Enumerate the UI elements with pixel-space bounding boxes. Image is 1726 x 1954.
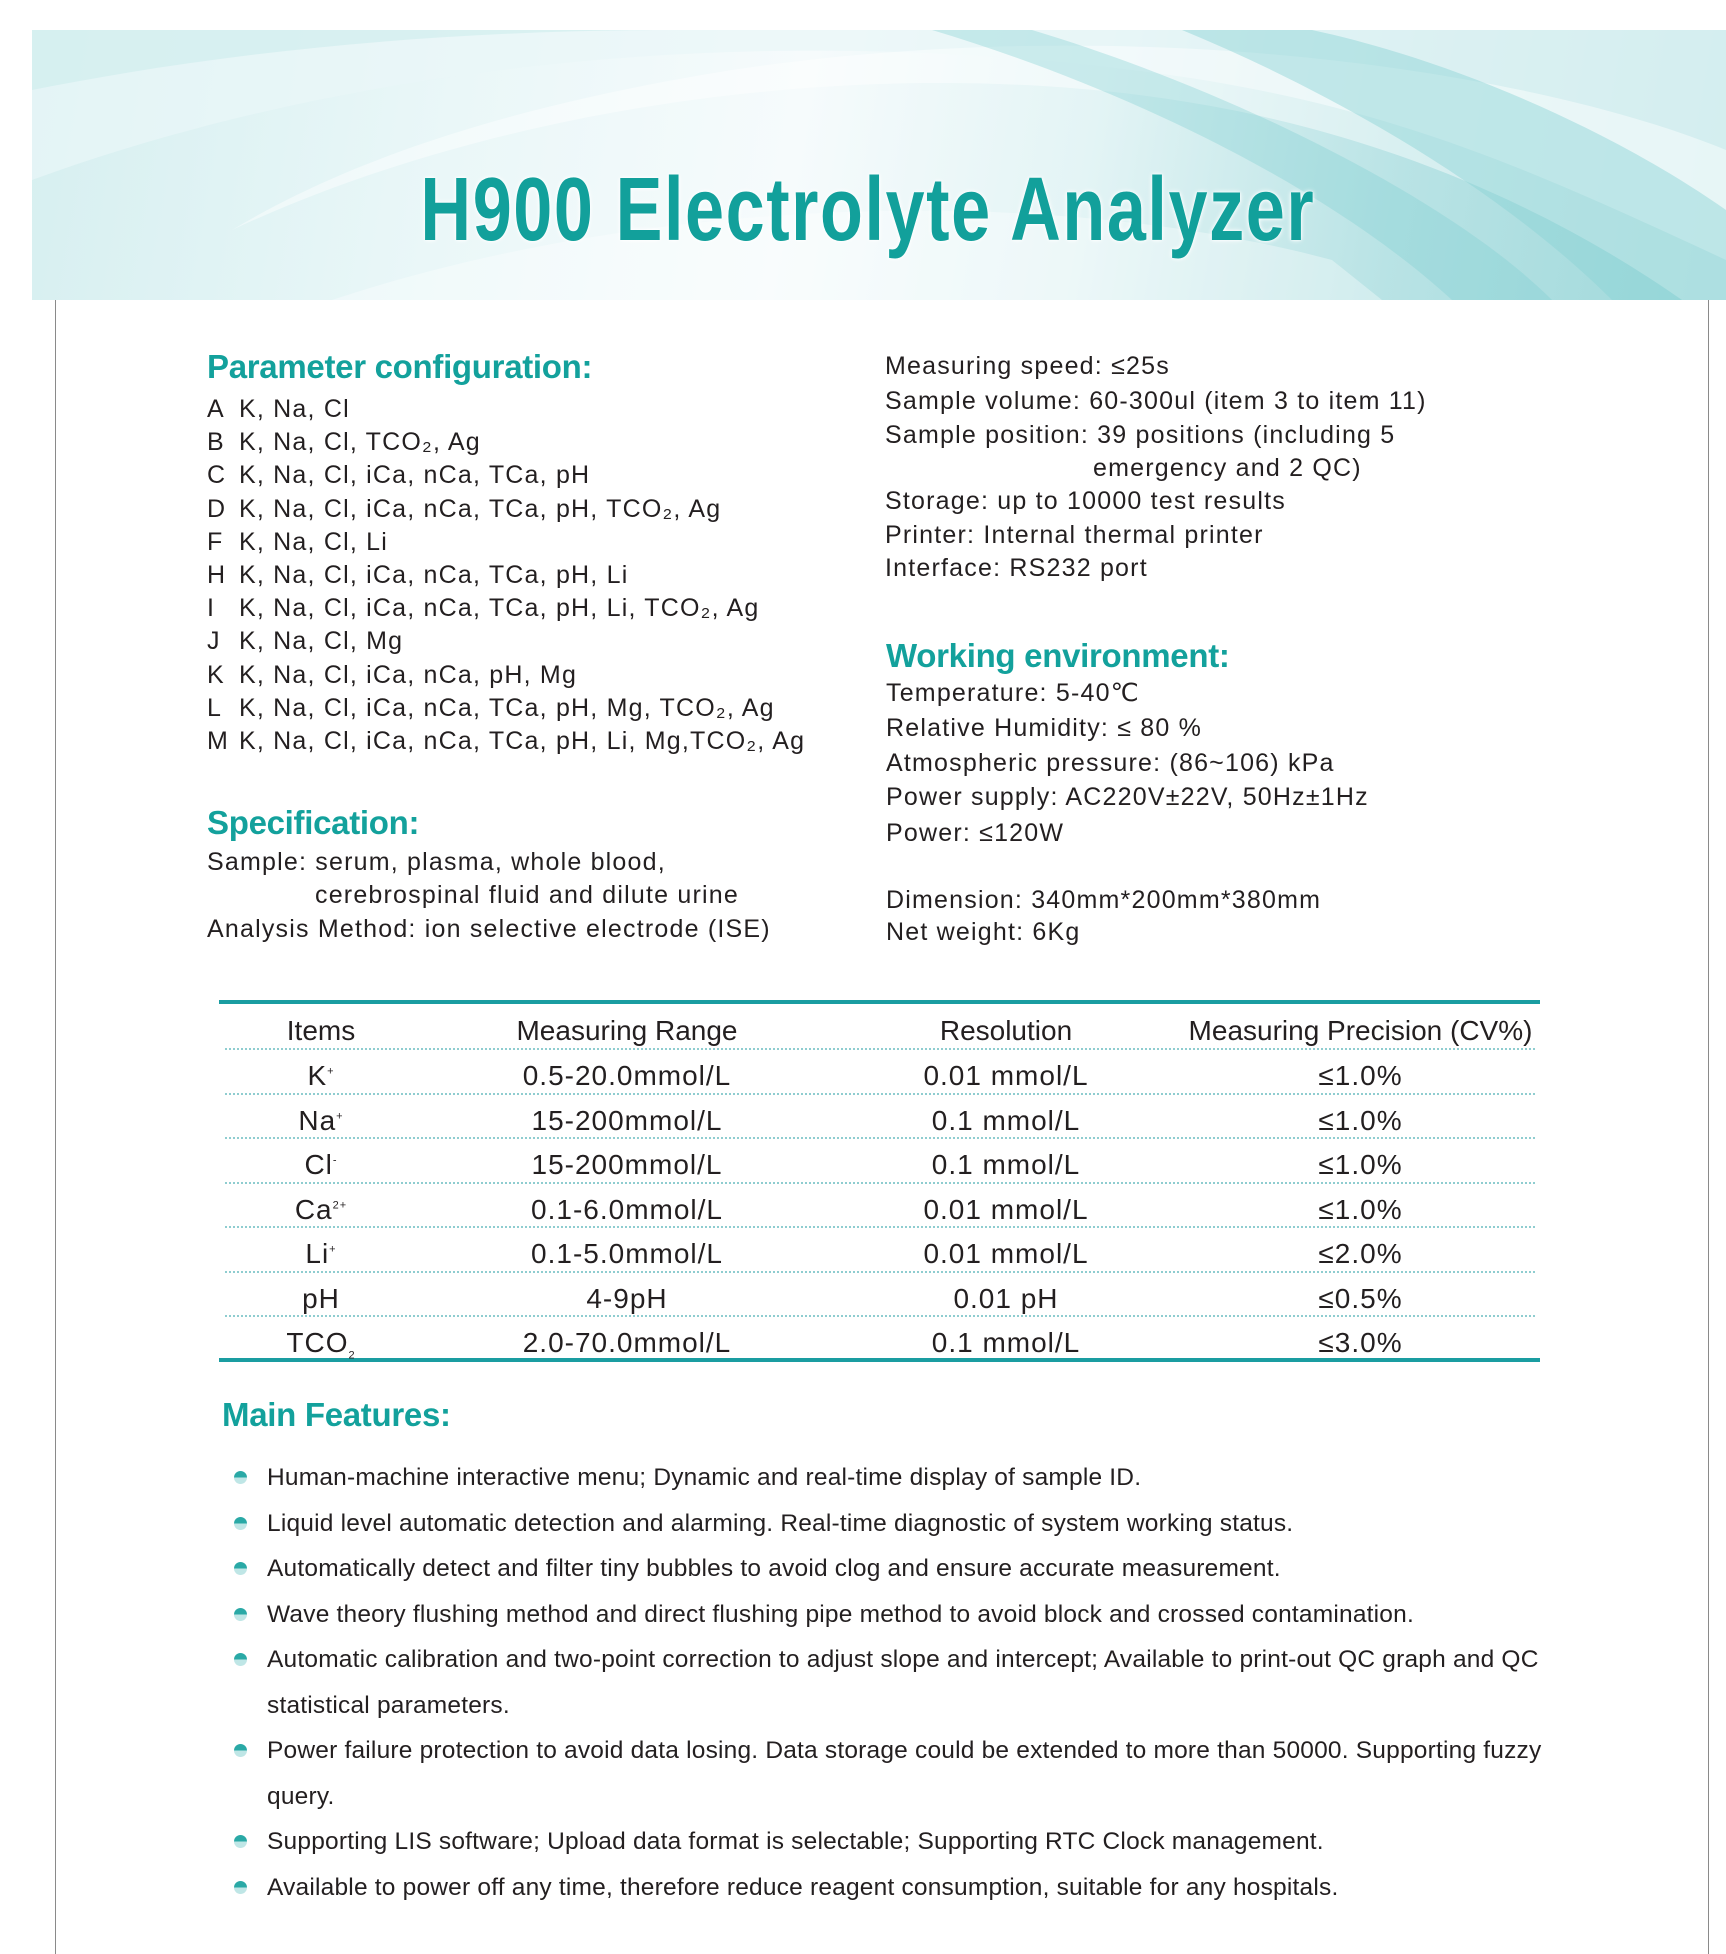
sample-label: Sample:	[207, 848, 308, 876]
resolution-cell: 0.1 mmol/L	[931, 1149, 1081, 1180]
precision-cell: ≤1.0%	[1318, 1060, 1403, 1091]
parameter-config-code: H	[207, 560, 227, 589]
page-title: H900 Electrolyte Analyzer	[420, 160, 1316, 260]
parameter-config-text: K, Na, Cl	[239, 395, 350, 423]
header-resolution: Resolution	[939, 1015, 1073, 1046]
parameter-config-code: K	[207, 660, 225, 689]
sample-volume: Sample volume: 60-300ul (item 3 to item 11)	[885, 387, 1427, 415]
table-row	[219, 1232, 1540, 1276]
feature-text: Automatic calibration and two-point correction to adjust slope and intercept; Available to print-out QC graph and QC statistical parameters.	[267, 1646, 1539, 1719]
item-symbol: TCO	[286, 1327, 349, 1358]
range-cell: 4-9pH	[586, 1283, 668, 1314]
feature-text: Human-machine interactive menu; Dynamic and real-time display of sample ID.	[267, 1464, 1142, 1491]
item-cell	[219, 1277, 423, 1321]
parameter-configuration-heading: Parameter configuration:	[207, 348, 593, 385]
resolution-cell: 0.1 mmol/L	[931, 1105, 1081, 1136]
precision-cell: ≤2.0%	[1318, 1238, 1403, 1269]
item-subscript: 2	[348, 1349, 356, 1362]
range-cell: 0.5-20.0mmol/L	[522, 1060, 732, 1091]
interface: Interface: RS232 port	[885, 554, 1148, 582]
item-cell	[219, 1188, 423, 1232]
range-cell: 0.1-5.0mmol/L	[531, 1238, 723, 1269]
item-charge: 2+	[332, 1199, 348, 1212]
bullet-icon	[234, 1562, 247, 1575]
parameter-config-code: I	[207, 594, 216, 623]
power: Power: ≤120W	[886, 819, 1065, 847]
table-top-rule	[219, 1000, 1540, 1004]
resolution-cell: 0.01 mmol/L	[923, 1194, 1089, 1225]
printer: Printer: Internal thermal printer	[885, 521, 1264, 549]
item-cell	[219, 1321, 423, 1365]
item-symbol: Na	[298, 1105, 337, 1136]
parameter-config-code: M	[207, 726, 230, 755]
precision-cell: ≤0.5%	[1318, 1283, 1403, 1314]
sample-line	[207, 848, 771, 881]
bullet-icon	[234, 1744, 247, 1757]
item-cell	[219, 1143, 423, 1187]
table-row	[219, 1143, 1540, 1187]
parameter-config-code: J	[207, 627, 221, 656]
feature-item	[234, 1546, 1554, 1592]
parameter-config-item	[207, 393, 805, 426]
dimension: Dimension: 340mm*200mm*380mm	[886, 886, 1322, 914]
range-cell: 15-200mmol/L	[531, 1149, 723, 1180]
sample-line-2: cerebrospinal fluid and dilute urine	[315, 881, 739, 909]
range-cell: 0.1-6.0mmol/L	[531, 1194, 723, 1225]
item-symbol: Li	[305, 1238, 330, 1269]
range-cell: 15-200mmol/L	[531, 1105, 723, 1136]
parameter-config-item	[207, 659, 805, 692]
parameter-config-code: B	[207, 428, 225, 457]
item-cell	[219, 1232, 423, 1276]
precision-cell: ≤1.0%	[1318, 1194, 1403, 1225]
main-features-heading: Main Features:	[222, 1396, 451, 1433]
feature-text: Liquid level automatic detection and alarming. Real-time diagnostic of system working status.	[267, 1509, 1294, 1537]
parameter-config-text: K, Na, Cl, iCa, nCa, pH, Mg	[239, 660, 578, 689]
analysis-method: Analysis Method: ion selective electrode (ISE)	[207, 915, 771, 943]
parameter-config-item	[207, 625, 805, 658]
parameter-config-item	[207, 559, 805, 592]
net-weight: Net weight: 6Kg	[886, 918, 1081, 946]
pressure: Atmospheric pressure: (86~106) kPa	[886, 749, 1335, 777]
sample-position-cont: emergency and 2 QC)	[1093, 454, 1362, 482]
parameter-config-text: K, Na, Cl, iCa, nCa, TCa, pH, Li, TCO₂, Ag	[239, 594, 760, 623]
parameter-config-code: A	[207, 395, 225, 423]
table-row	[219, 1099, 1540, 1143]
measuring-speed: Measuring speed: ≤25s	[885, 352, 1170, 380]
temperature: Temperature: 5-40℃	[886, 679, 1140, 707]
bullet-icon	[234, 1835, 247, 1848]
item-charge: -	[332, 1154, 338, 1167]
specs-right-block	[885, 352, 1427, 587]
item-cell	[219, 1099, 423, 1143]
bullet-icon	[234, 1881, 247, 1894]
working-environment-block	[886, 678, 1369, 950]
feature-text: Power failure protection to avoid data losing. Data storage could be extended to more than 50000. Supporting fuzzy query.	[267, 1737, 1542, 1810]
main-features-list	[234, 1455, 1554, 1910]
item-symbol: Ca	[294, 1194, 333, 1225]
parameter-config-text: K, Na, Cl, iCa, nCa, TCa, pH, Mg, TCO₂, Ag	[239, 693, 775, 722]
feature-text: Automatically detect and filter tiny bubbles to avoid clog and ensure accurate measurement.	[267, 1555, 1281, 1582]
item-symbol: pH	[302, 1283, 340, 1314]
precision-cell: ≤3.0%	[1318, 1327, 1403, 1358]
sample-position: Sample position: 39 positions (including 5	[885, 421, 1396, 449]
parameter-config-item	[207, 725, 805, 758]
item-symbol: K	[307, 1060, 328, 1091]
specification-block	[207, 848, 771, 949]
bullet-icon	[234, 1608, 247, 1621]
feature-item	[234, 1819, 1554, 1865]
item-charge: +	[329, 1243, 337, 1256]
parameter-config-code: D	[207, 494, 227, 523]
parameter-config-code: L	[207, 693, 223, 722]
parameter-config-text: K, Na, Cl, TCO₂, Ag	[239, 428, 481, 457]
feature-item	[234, 1865, 1554, 1911]
header-precision: Measuring Precision (CV%)	[1188, 1015, 1533, 1046]
parameter-config-item	[207, 426, 805, 459]
feature-item	[234, 1728, 1554, 1819]
table-row	[219, 1054, 1540, 1098]
precision-cell: ≤1.0%	[1318, 1105, 1403, 1136]
feature-text: Wave theory flushing method and direct flushing pipe method to avoid block and crossed contamination.	[267, 1600, 1414, 1628]
feature-item	[234, 1455, 1554, 1501]
parameter-config-item	[207, 692, 805, 725]
table-header-row	[219, 1009, 1540, 1053]
storage: Storage: up to 10000 test results	[885, 487, 1286, 515]
parameter-config-code: C	[207, 461, 227, 490]
parameter-config-text: K, Na, Cl, iCa, nCa, TCa, pH, Li	[239, 560, 629, 589]
table-row-divider	[225, 1048, 1535, 1050]
parameter-config-text: K, Na, Cl, iCa, nCa, TCa, pH, TCO₂, Ag	[239, 494, 722, 523]
bullet-icon	[234, 1517, 247, 1530]
item-charge: +	[327, 1065, 335, 1078]
bullet-icon	[234, 1471, 247, 1484]
feature-text: Supporting LIS software; Upload data format is selectable; Supporting RTC Clock management.	[267, 1828, 1324, 1855]
parameter-config-item	[207, 459, 805, 492]
resolution-cell: 0.01 pH	[953, 1283, 1059, 1314]
resolution-cell: 0.01 mmol/L	[923, 1060, 1089, 1091]
parameter-config-text: K, Na, Cl, Li	[239, 527, 388, 556]
precision-cell: ≤1.0%	[1318, 1149, 1403, 1180]
header-items: Items	[286, 1015, 356, 1046]
humidity: Relative Humidity: ≤ 80 %	[886, 714, 1203, 742]
feature-item	[234, 1592, 1554, 1638]
item-symbol: Cl	[304, 1149, 333, 1180]
header-measuring-range: Measuring Range	[516, 1015, 738, 1046]
parameter-config-item	[207, 493, 805, 526]
feature-item	[234, 1501, 1554, 1547]
table-row	[219, 1277, 1540, 1321]
parameter-config-text: K, Na, Cl, Mg	[239, 627, 404, 656]
parameter-config-item	[207, 592, 805, 625]
resolution-cell: 0.1 mmol/L	[931, 1327, 1081, 1358]
parameter-config-text: K, Na, Cl, iCa, nCa, TCa, pH	[239, 461, 591, 490]
sample-value-1: serum, plasma, whole blood,	[315, 848, 666, 876]
power-supply: Power supply: AC220V±22V, 50Hz±1Hz	[886, 783, 1369, 811]
parameter-config-text: K, Na, Cl, iCa, nCa, TCa, pH, Li, Mg,TCO₂, Ag	[239, 726, 806, 755]
table-row	[219, 1321, 1540, 1365]
bullet-icon	[234, 1653, 247, 1666]
range-cell: 2.0-70.0mmol/L	[522, 1327, 732, 1358]
item-cell	[219, 1054, 423, 1098]
table-row	[219, 1188, 1540, 1232]
item-charge: +	[336, 1110, 344, 1123]
feature-item	[234, 1637, 1554, 1728]
feature-text: Available to power off any time, therefore reduce reagent consumption, suitable for any hospitals.	[267, 1873, 1339, 1901]
specification-heading: Specification:	[207, 804, 420, 841]
parameter-config-item	[207, 526, 805, 559]
parameter-configuration-list	[207, 393, 805, 758]
working-environment-heading: Working environment:	[886, 637, 1230, 674]
resolution-cell: 0.01 mmol/L	[923, 1238, 1089, 1269]
parameter-config-code: F	[207, 527, 224, 556]
